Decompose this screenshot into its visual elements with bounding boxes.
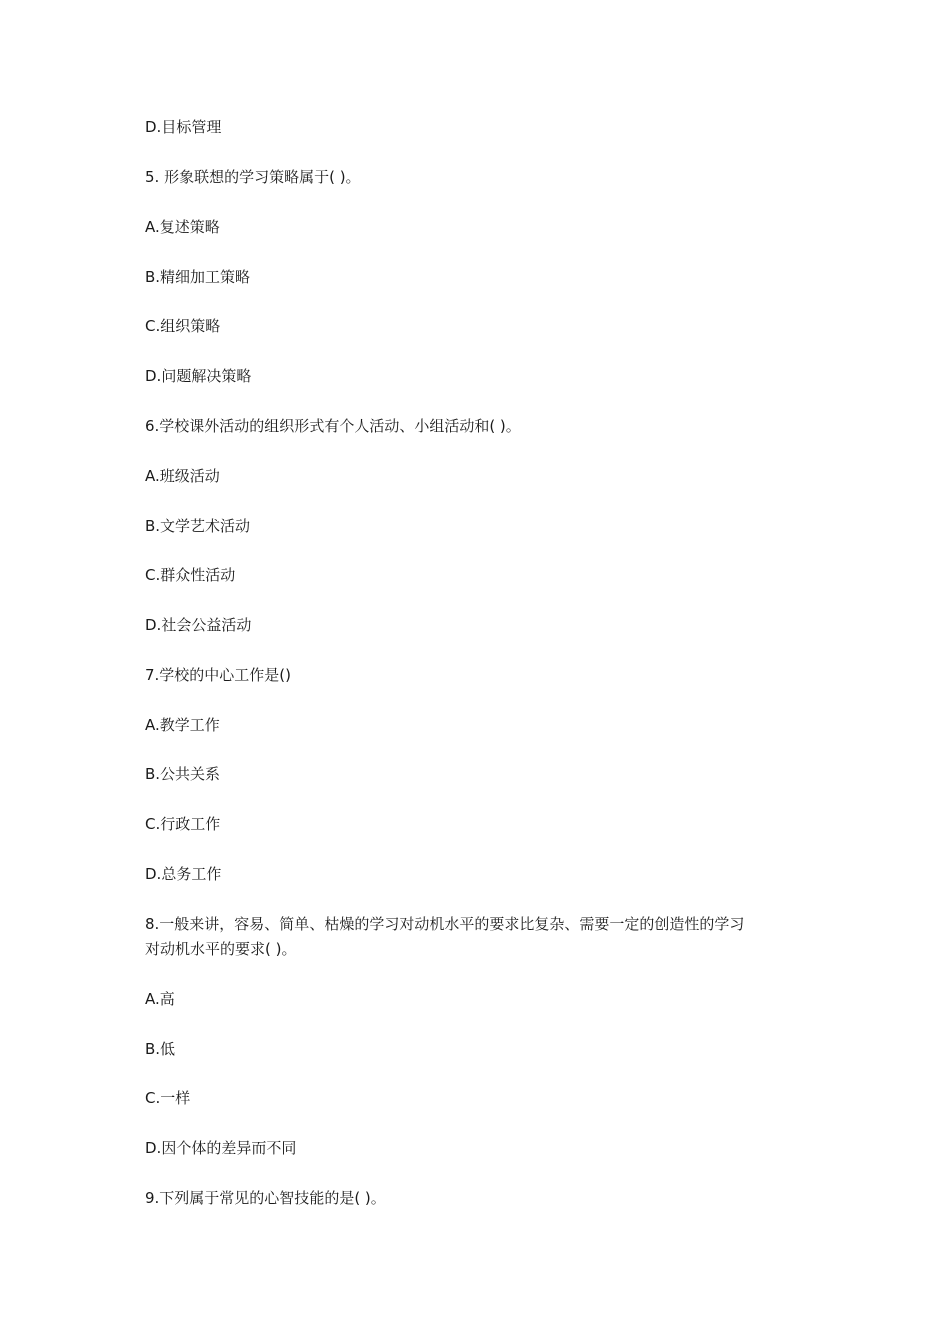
question-8-line-1: 8.一般来讲，容易、简单、枯燥的学习对动机水平的要求比复杂、需要一定的创造性的学习 xyxy=(145,915,745,933)
option-7a: A.教学工作 xyxy=(145,716,220,734)
question-7: 7.学校的中心工作是() xyxy=(145,666,292,684)
option-6c: C.群众性活动 xyxy=(145,566,236,584)
option-8d: D.因个体的差异而不同 xyxy=(145,1139,297,1157)
option-8c: C.一样 xyxy=(145,1089,191,1107)
option-7d: D.总务工作 xyxy=(145,865,222,883)
option-7b: B.公共关系 xyxy=(145,765,221,783)
question-5: 5. 形象联想的学习策略属于( )。 xyxy=(145,168,361,186)
option-6a: A.班级活动 xyxy=(145,467,220,485)
option-5a: A.复述策略 xyxy=(145,218,220,236)
option-6d: D.社会公益活动 xyxy=(145,616,252,634)
option-5b: B.精细加工策略 xyxy=(145,268,251,286)
option-7c: C.行政工作 xyxy=(145,815,221,833)
question-6: 6.学校课外活动的组织形式有个人活动、小组活动和( )。 xyxy=(145,417,521,435)
option-5c: C.组织策略 xyxy=(145,317,221,335)
question-8-line-2: 对动机水平的要求( )。 xyxy=(145,940,297,958)
option-8a: A.高 xyxy=(145,990,175,1008)
question-9: 9.下列属于常见的心智技能的是( )。 xyxy=(145,1189,386,1207)
option-4d: D.目标管理 xyxy=(145,118,222,136)
option-6b: B.文学艺术活动 xyxy=(145,517,251,535)
option-8b: B.低 xyxy=(145,1040,176,1058)
option-5d: D.问题解决策略 xyxy=(145,367,252,385)
